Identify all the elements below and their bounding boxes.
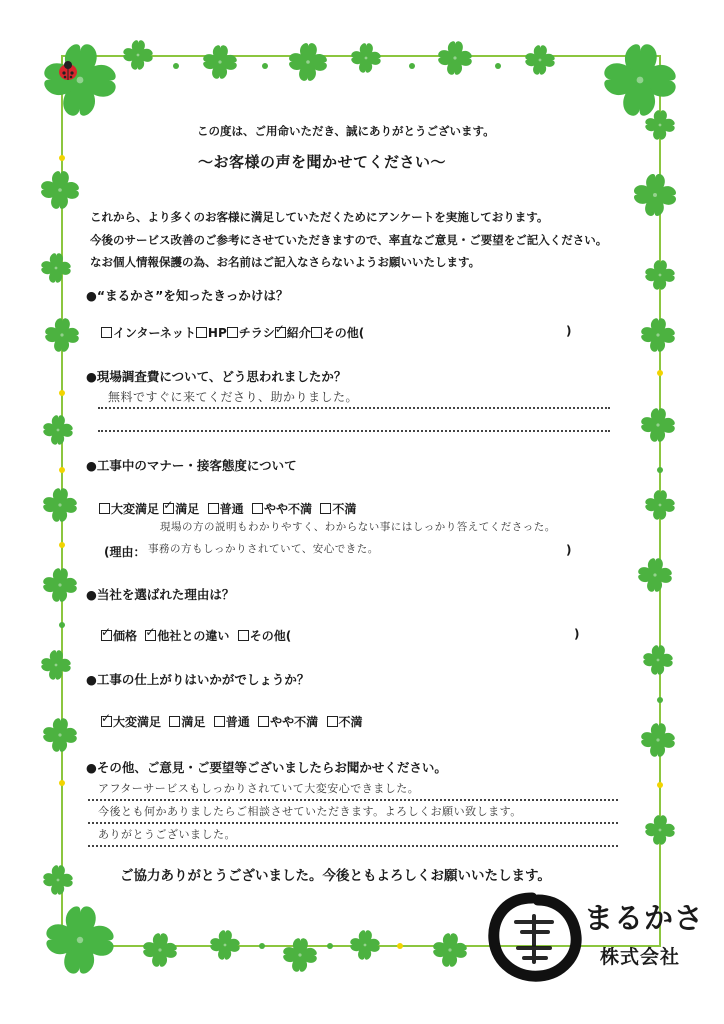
q5-option-somewhat-dissatisfied[interactable]: やや不満 xyxy=(258,715,318,729)
page-subtitle: 〜お客様の声を聞かせてください〜 xyxy=(198,153,447,171)
answer-line xyxy=(88,822,618,824)
q5-options xyxy=(101,713,363,730)
q3-option-normal[interactable]: 普通 xyxy=(208,502,244,516)
q1-close-paren: ) xyxy=(566,324,572,338)
q3-close-paren: ) xyxy=(566,543,572,557)
q2-answer-handwritten: 無料ですぐに来てくださり、助かりました。 xyxy=(108,390,359,404)
q3-option-dissatisfied[interactable]: 不満 xyxy=(320,502,356,516)
intro-line-3: なお個人情報保護の為、お名前はご記入なさらないようお願いいたします。 xyxy=(90,255,481,269)
answer-line xyxy=(98,430,610,432)
q3-option-very-satisfied[interactable]: 大変満足 xyxy=(99,502,159,516)
answer-line xyxy=(88,799,618,801)
checkbox-icon[interactable] xyxy=(327,716,338,727)
answer-line xyxy=(98,407,610,409)
checkbox-icon[interactable] xyxy=(169,716,180,727)
closing-message: ご協力ありがとうございました。今後ともよろしくお願いいたします。 xyxy=(120,868,551,884)
checkbox-icon[interactable] xyxy=(258,716,269,727)
q3-option-somewhat-dissatisfied[interactable]: やや不満 xyxy=(252,502,312,516)
q1-option-hp[interactable]: HP xyxy=(196,326,227,340)
q1-options xyxy=(101,324,364,341)
logo-company-suffix: 株式会社 xyxy=(600,946,681,968)
checkbox-icon[interactable] xyxy=(214,716,225,727)
q6-answer-line-1: アフターサービスもしっかりされていて大変安心できました。 xyxy=(98,782,420,795)
q3-reason-line-1: 現場の方の説明もわかりやすく、わからない事にはしっかり答えてくださった。 xyxy=(160,521,556,533)
q5-option-dissatisfied[interactable]: 不満 xyxy=(327,715,363,729)
q1-option-other[interactable]: その他( xyxy=(311,326,365,340)
q3-reason-label: (理由： xyxy=(104,545,146,559)
thanks-text: この度は、ご用命いただき、誠にありがとうございます。 xyxy=(197,124,495,138)
checkbox-icon[interactable] xyxy=(238,630,249,641)
q5-option-very-satisfied[interactable]: ✓大変満足 xyxy=(101,715,161,729)
q1-option-referral[interactable]: ✓ 紹介 xyxy=(275,326,311,340)
q2-title: ●現場調査費について、どう思われましたか？ xyxy=(86,369,347,384)
company-logo xyxy=(488,892,705,984)
q3-title: ●工事中のマナー・接客態度について xyxy=(86,458,297,473)
checkbox-icon[interactable] xyxy=(252,503,263,514)
intro-line-1: これから、より多くのお客様に満足していただくためにアンケートを実施しております。 xyxy=(90,210,549,224)
checked-checkbox-icon[interactable] xyxy=(163,503,174,514)
q6-answer-line-3: ありがとうございました。 xyxy=(98,828,236,841)
q6-title: ●その他、ご意見・ご要望等ございましたらお聞かせください。 xyxy=(86,760,447,775)
q4-options xyxy=(101,627,291,644)
q4-option-difference[interactable]: ✓ 他社との違い xyxy=(145,629,229,643)
q6-answer-line-2: 今後とも何かありましたらご相談させていただきます。よろしくお願い致します。 xyxy=(98,805,522,818)
answer-line xyxy=(88,845,618,847)
q1-title: ●“まるかさ”を知ったきっかけは？ xyxy=(86,288,289,303)
q3-options xyxy=(99,500,356,517)
checked-checkbox-icon[interactable] xyxy=(101,630,112,641)
checked-checkbox-icon[interactable] xyxy=(145,630,156,641)
checkbox-icon[interactable] xyxy=(208,503,219,514)
q3-option-satisfied[interactable]: ✓ 満足 xyxy=(163,502,199,516)
q4-close-paren: ) xyxy=(574,627,580,641)
q1-option-internet[interactable]: インターネット xyxy=(101,326,196,340)
q5-option-satisfied[interactable]: 満足 xyxy=(169,715,205,729)
checked-checkbox-icon[interactable] xyxy=(275,327,286,338)
checkbox-icon[interactable] xyxy=(311,327,322,338)
checkbox-icon[interactable] xyxy=(196,327,207,338)
checkbox-icon[interactable] xyxy=(99,503,110,514)
checkbox-icon[interactable] xyxy=(227,327,238,338)
q5-option-normal[interactable]: 普通 xyxy=(214,715,250,729)
q3-reason-line-2: 事務の方もしっかりされていて、安心できた。 xyxy=(148,543,379,555)
q1-option-flyer[interactable]: チラシ xyxy=(227,326,275,340)
checkbox-icon[interactable] xyxy=(320,503,331,514)
q4-title: ●当社を選ばれた理由は？ xyxy=(86,587,235,602)
q4-option-price[interactable]: ✓価格 xyxy=(101,629,137,643)
ladybug-icon xyxy=(59,61,77,80)
checkbox-icon[interactable] xyxy=(101,327,112,338)
q4-option-other[interactable]: その他( xyxy=(238,629,292,643)
intro-line-2: 今後のサービス改善のご参考にさせていただきますので、率直なご意見・ご要望をご記入ください。 xyxy=(90,233,608,247)
q5-title: ●工事の仕上がりはいかがでしょうか？ xyxy=(86,672,310,687)
checked-checkbox-icon[interactable] xyxy=(101,716,112,727)
logo-brand-name: まるかさ xyxy=(584,901,705,935)
